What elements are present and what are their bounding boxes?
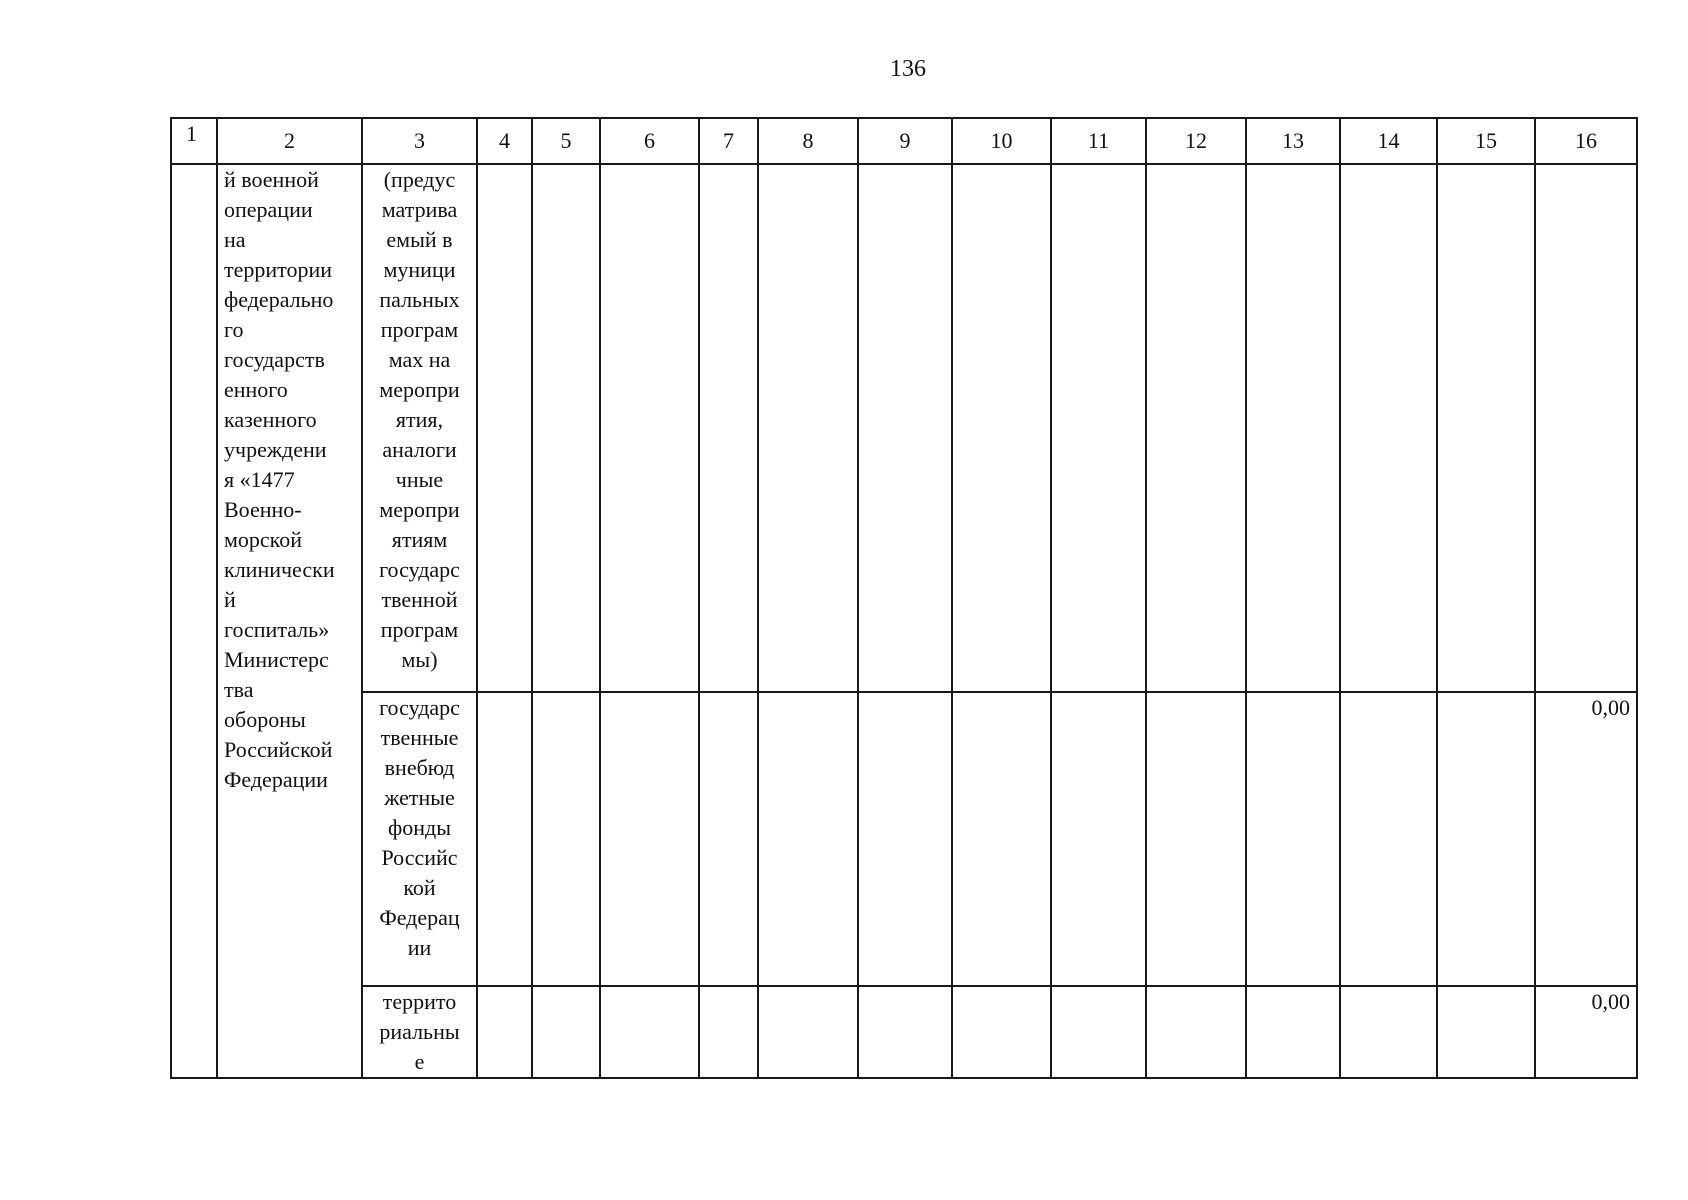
table-cell xyxy=(1437,986,1535,1078)
table-cell xyxy=(858,692,952,986)
funding-source-cell xyxy=(362,164,477,692)
funding-source-text: террито риальны е xyxy=(379,989,460,1074)
header-cell: 2 xyxy=(217,118,362,164)
table-cell xyxy=(952,986,1051,1078)
table-cell xyxy=(477,692,532,986)
table-cell xyxy=(952,164,1051,692)
funding-source-cell xyxy=(362,986,477,1078)
header-cell: 12 xyxy=(1146,118,1246,164)
table-cell xyxy=(532,164,600,692)
table-cell xyxy=(1051,164,1146,692)
header-cell: 4 xyxy=(477,118,532,164)
table-cell xyxy=(952,692,1051,986)
value-cell: 0,00 xyxy=(1535,692,1637,986)
funding-source-cell xyxy=(362,692,477,986)
table-cell xyxy=(1051,986,1146,1078)
table-cell xyxy=(1340,986,1437,1078)
header-cell: 3 xyxy=(362,118,477,164)
table-cell xyxy=(1437,164,1535,692)
header-row xyxy=(171,118,1637,164)
table-cell xyxy=(699,164,758,692)
table-cell xyxy=(600,986,699,1078)
table-cell xyxy=(600,692,699,986)
table-cell xyxy=(858,986,952,1078)
budget-table xyxy=(170,117,1638,1079)
table-cell xyxy=(1146,164,1246,692)
table-row xyxy=(171,692,1637,986)
table-cell xyxy=(858,164,952,692)
header-cell: 13 xyxy=(1246,118,1340,164)
table-cell xyxy=(1246,164,1340,692)
table-cell xyxy=(477,986,532,1078)
table-cell xyxy=(699,692,758,986)
header-cell: 11 xyxy=(1051,118,1146,164)
table-row xyxy=(171,164,1637,692)
table-cell xyxy=(758,986,858,1078)
header-cell: 16 xyxy=(1535,118,1637,164)
table-cell xyxy=(477,164,532,692)
header-cell: 10 xyxy=(952,118,1051,164)
col1-cell xyxy=(171,164,217,1078)
header-cell: 15 xyxy=(1437,118,1535,164)
table-cell xyxy=(758,164,858,692)
header-cell: 5 xyxy=(532,118,600,164)
table-cell xyxy=(1246,692,1340,986)
header-cell: 14 xyxy=(1340,118,1437,164)
funding-source-text: (предус матрива емый в муници пальных програм мах на меропри ятия, аналоги чные меропри ятиям государс твенной програм мы) xyxy=(379,167,460,672)
header-cell: 7 xyxy=(699,118,758,164)
table-cell xyxy=(532,692,600,986)
table-cell xyxy=(699,986,758,1078)
header-cell: 6 xyxy=(600,118,699,164)
table-cell xyxy=(758,692,858,986)
table-cell xyxy=(1340,692,1437,986)
table-cell xyxy=(1437,692,1535,986)
table-cell xyxy=(532,986,600,1078)
value-cell xyxy=(1535,164,1637,692)
recipient-name-text: й военной операции на территории федерально го государств енного казенного учреждени я «1477 Военно- морской клинически й госпиталь» Министерс тва обороны Российской Федерации xyxy=(224,167,335,792)
table-row xyxy=(171,986,1637,1078)
funding-source-text: государс твенные внебюд жетные фонды Российс кой Федерац ии xyxy=(379,695,460,960)
header-cell: 8 xyxy=(758,118,858,164)
table-cell xyxy=(1246,986,1340,1078)
value-cell: 0,00 xyxy=(1535,986,1637,1078)
table-cell xyxy=(1340,164,1437,692)
table-cell xyxy=(1051,692,1146,986)
table-cell xyxy=(600,164,699,692)
table-cell xyxy=(1146,692,1246,986)
header-cell: 1 xyxy=(171,118,217,164)
page-number: 136 xyxy=(890,56,926,82)
recipient-name-cell xyxy=(217,164,362,1078)
table-cell xyxy=(1146,986,1246,1078)
header-cell: 9 xyxy=(858,118,952,164)
